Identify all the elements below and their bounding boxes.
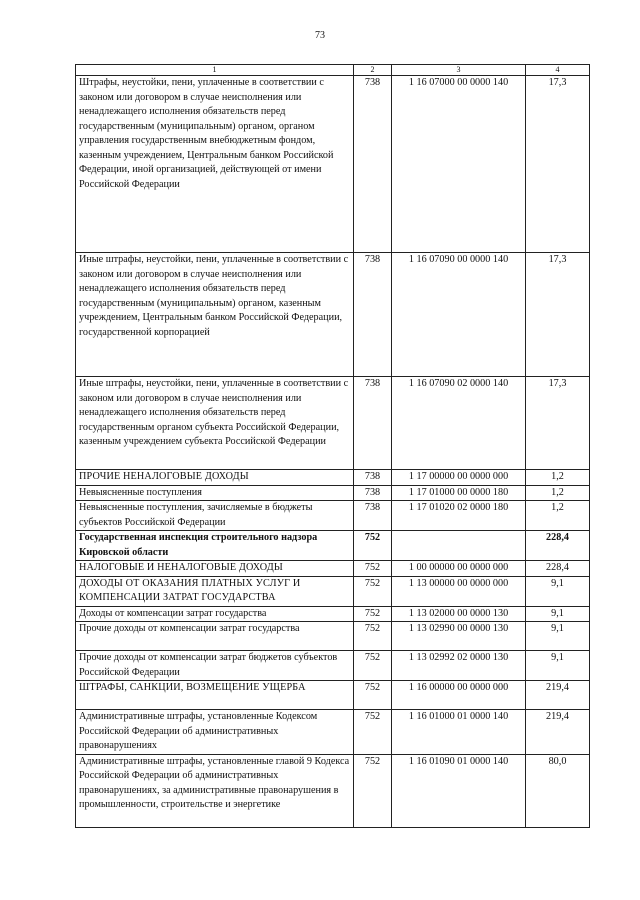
amount-cell: 228,4 [526, 531, 590, 561]
classification-code-cell: 1 16 07000 00 0000 140 [392, 76, 526, 253]
table-row [76, 754, 590, 827]
table-row [76, 651, 590, 681]
page-number: 73 [315, 30, 325, 41]
revenue-name-cell: Государственная инспекция строительного надзора Кировской области [76, 531, 354, 561]
admin-code-cell: 738 [354, 377, 392, 470]
revenue-name-cell: ДОХОДЫ ОТ ОКАЗАНИЯ ПЛАТНЫХ УСЛУГ И КОМПЕНСАЦИИ ЗАТРАТ ГОСУДАРСТВА [76, 576, 354, 606]
amount-cell: 219,4 [526, 710, 590, 755]
column-number: 4 [526, 65, 590, 76]
column-number-row [76, 65, 590, 76]
classification-code-cell: 1 16 00000 00 0000 000 [392, 681, 526, 710]
amount-cell: 17,3 [526, 253, 590, 377]
table-row [76, 253, 590, 377]
classification-code-cell: 1 17 00000 00 0000 000 [392, 470, 526, 486]
amount-cell: 9,1 [526, 622, 590, 651]
table-row [76, 681, 590, 710]
revenue-name-cell: Прочие доходы от компенсации затрат бюджетов субъектов Российской Федерации [76, 651, 354, 681]
admin-code-cell: 752 [354, 651, 392, 681]
classification-code-cell: 1 13 02000 00 0000 130 [392, 606, 526, 622]
amount-cell: 80,0 [526, 754, 590, 827]
admin-code-cell: 738 [354, 501, 392, 531]
classification-code-cell: 1 13 02990 00 0000 130 [392, 622, 526, 651]
amount-cell: 219,4 [526, 681, 590, 710]
admin-code-cell: 738 [354, 76, 392, 253]
revenue-name-cell: НАЛОГОВЫЕ И НЕНАЛОГОВЫЕ ДОХОДЫ [76, 561, 354, 577]
admin-code-cell: 752 [354, 606, 392, 622]
amount-cell: 9,1 [526, 576, 590, 606]
amount-cell: 17,3 [526, 76, 590, 253]
amount-cell: 9,1 [526, 606, 590, 622]
table-row [76, 622, 590, 651]
column-number: 3 [392, 65, 526, 76]
admin-code-cell: 752 [354, 681, 392, 710]
table-body [76, 76, 590, 828]
classification-code-cell: 1 17 01020 02 0000 180 [392, 501, 526, 531]
table-row [76, 531, 590, 561]
classification-code-cell: 1 17 01000 00 0000 180 [392, 485, 526, 501]
classification-code-cell: 1 16 07090 02 0000 140 [392, 377, 526, 470]
table-row [76, 710, 590, 755]
revenue-name-cell: ПРОЧИЕ НЕНАЛОГОВЫЕ ДОХОДЫ [76, 470, 354, 486]
table-row [76, 576, 590, 606]
amount-cell: 1,2 [526, 501, 590, 531]
revenue-name-cell: Административные штрафы, установленные главой 9 Кодекса Российской Федерации об административных правонарушениях, за административные правонарушения в промышленности, строительстве и энергетике [76, 754, 354, 827]
table-row [76, 501, 590, 531]
admin-code-cell: 752 [354, 622, 392, 651]
table-row [76, 561, 590, 577]
admin-code-cell: 738 [354, 470, 392, 486]
table-row [76, 377, 590, 470]
revenue-name-cell: Иные штрафы, неустойки, пени, уплаченные в соответствии с законом или договором в случае неисполнения или ненадлежащего исполнения обязательств перед государственным органом субъекта Российской Федерации, казенным учреждением субъекта Российской Федерации [76, 377, 354, 470]
amount-cell: 1,2 [526, 485, 590, 501]
table-row [76, 76, 590, 253]
admin-code-cell: 752 [354, 531, 392, 561]
amount-cell: 228,4 [526, 561, 590, 577]
amount-cell: 1,2 [526, 470, 590, 486]
revenue-name-cell: Прочие доходы от компенсации затрат государства [76, 622, 354, 651]
classification-code-cell: 1 00 00000 00 0000 000 [392, 561, 526, 577]
classification-code-cell: 1 16 01000 01 0000 140 [392, 710, 526, 755]
admin-code-cell: 752 [354, 710, 392, 755]
revenue-table [75, 64, 590, 828]
table-row [76, 485, 590, 501]
classification-code-cell: 1 16 01090 01 0000 140 [392, 754, 526, 827]
revenue-name-cell: Невыясненные поступления, зачисляемые в бюджеты субъектов Российской Федерации [76, 501, 354, 531]
column-number: 1 [76, 65, 354, 76]
classification-code-cell [392, 531, 526, 561]
table-row [76, 606, 590, 622]
revenue-name-cell: ШТРАФЫ, САНКЦИИ, ВОЗМЕЩЕНИЕ УЩЕРБА [76, 681, 354, 710]
column-number: 2 [354, 65, 392, 76]
classification-code-cell: 1 13 02992 02 0000 130 [392, 651, 526, 681]
admin-code-cell: 738 [354, 253, 392, 377]
classification-code-cell: 1 16 07090 00 0000 140 [392, 253, 526, 377]
revenue-name-cell: Административные штрафы, установленные Кодексом Российской Федерации об административных правонарушениях [76, 710, 354, 755]
classification-code-cell: 1 13 00000 00 0000 000 [392, 576, 526, 606]
admin-code-cell: 752 [354, 561, 392, 577]
table-row [76, 470, 590, 486]
revenue-name-cell: Доходы от компенсации затрат государства [76, 606, 354, 622]
revenue-name-cell: Иные штрафы, неустойки, пени, уплаченные в соответствии с законом или договором в случае неисполнения или ненадлежащего исполнения обязательств перед государственным (муниципальным) органом, казенным учреждением, Центральным банком Российской Федерации, государственной корпорацией [76, 253, 354, 377]
amount-cell: 9,1 [526, 651, 590, 681]
admin-code-cell: 752 [354, 754, 392, 827]
revenue-name-cell: Невыясненные поступления [76, 485, 354, 501]
admin-code-cell: 738 [354, 485, 392, 501]
amount-cell: 17,3 [526, 377, 590, 470]
revenue-name-cell: Штрафы, неустойки, пени, уплаченные в соответствии с законом или договором в случае неисполнения или ненадлежащего исполнения обязательств перед государственным (муниципальным) органом, органом управления государственным внебюджетным фондом, казенным учреждением, Центральным банком Российской Федерации, иной организацией, действующей от имени Российской Федерации [76, 76, 354, 253]
admin-code-cell: 752 [354, 576, 392, 606]
